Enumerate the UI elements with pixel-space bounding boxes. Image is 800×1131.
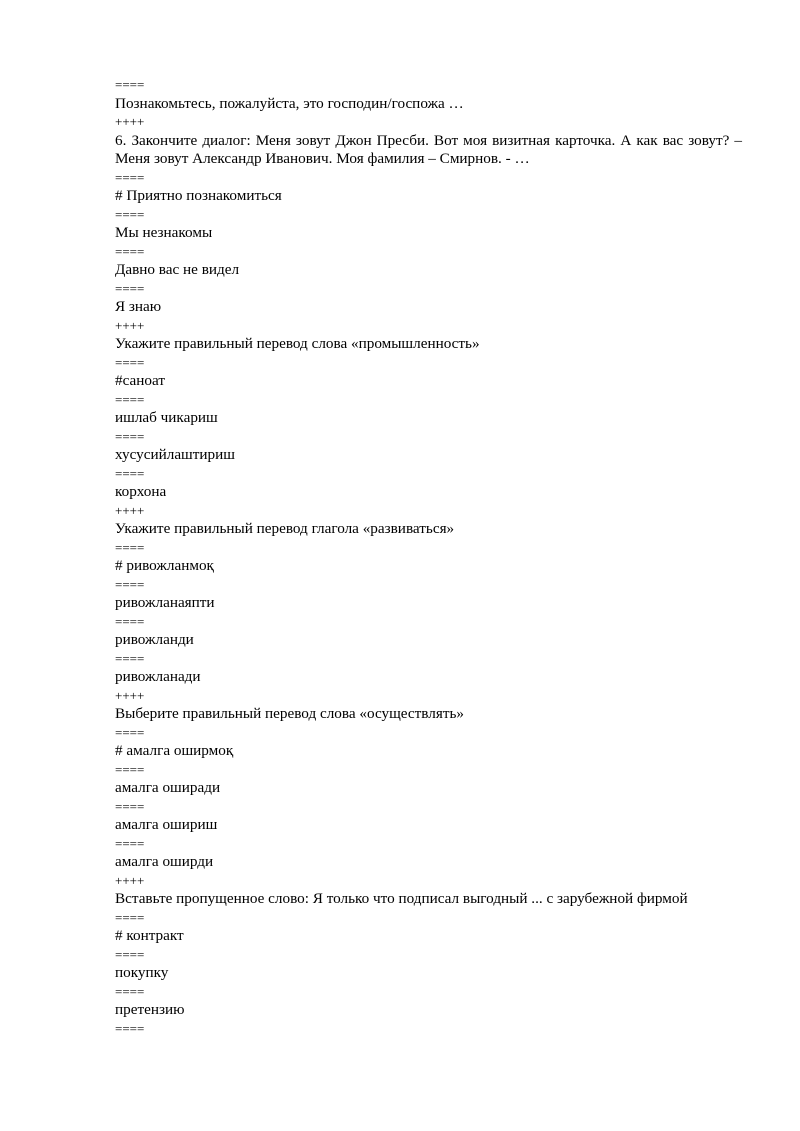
correct-answer: # контракт [115, 927, 184, 944]
answer-option: ривожланади [115, 668, 201, 685]
separator: ==== [115, 539, 145, 555]
correct-answer: # Приятно познакомиться [115, 187, 282, 204]
correct-answer: # ривожланмоқ [115, 557, 214, 574]
question-separator: ++++ [115, 872, 145, 888]
question-text: 6. Закончите диалог: Меня зовут Джон Пресби. Вот моя визитная карточка. А как вас зовут? – Меня зовут Александр Иванович. Моя фамилия – Смирнов. - … [115, 131, 742, 167]
separator: ==== [115, 280, 145, 296]
separator: ==== [115, 909, 145, 925]
separator: ==== [115, 613, 145, 629]
answer-option: хусусийлаштириш [115, 446, 235, 463]
question-separator: ++++ [115, 317, 145, 333]
answer-option: корхона [115, 483, 167, 500]
separator: ==== [115, 391, 145, 407]
correct-answer: # амалга оширмоқ [115, 742, 234, 759]
answer-option: амалга оширади [115, 779, 221, 796]
question-separator: ++++ [115, 114, 145, 129]
separator: ==== [115, 243, 145, 259]
question-separator: ++++ [115, 502, 145, 518]
answer-option: амалга ошириш [115, 816, 218, 833]
document-page [115, 76, 742, 1038]
answer-option: Давно вас не видел [115, 261, 240, 278]
question-text: Укажите правильный перевод глагола «развиваться» [115, 520, 455, 537]
answer-option: ривожланди [115, 631, 194, 648]
answer-option: ишлаб чикариш [115, 409, 218, 426]
separator: ==== [115, 169, 145, 185]
separator: ==== [115, 206, 145, 222]
separator: ==== [115, 1020, 145, 1036]
separator: ==== [115, 946, 145, 962]
question-separator: ++++ [115, 687, 145, 703]
separator: ==== [115, 354, 145, 370]
separator: ==== [115, 465, 145, 481]
answer-option: Познакомьтесь, пожалуйста, это господин/госпожа … [115, 94, 464, 112]
correct-answer: #саноат [115, 372, 165, 389]
answer-option: амалга оширди [115, 853, 214, 870]
separator: ==== [115, 798, 145, 814]
separator: ==== [115, 835, 145, 851]
separator: ==== [115, 983, 145, 999]
answer-option: ривожланаяпти [115, 594, 215, 611]
separator: ==== [115, 428, 145, 444]
separator: ==== [115, 724, 145, 740]
answer-option: Мы незнакомы [115, 224, 213, 241]
separator: ==== [115, 576, 145, 592]
answer-option: претензию [115, 1001, 185, 1018]
separator: ==== [115, 77, 145, 92]
answer-option: покупку [115, 964, 169, 981]
question-text: Выберите правильный перевод слова «осуществлять» [115, 705, 464, 722]
question-text: Укажите правильный перевод слова «промышленность» [115, 335, 480, 352]
separator: ==== [115, 650, 145, 666]
answer-option: Я знаю [115, 298, 162, 315]
separator: ==== [115, 761, 145, 777]
question-text: Вставьте пропущенное слово: Я только что подписал выгодный ... с зарубежной фирмой [115, 890, 688, 907]
